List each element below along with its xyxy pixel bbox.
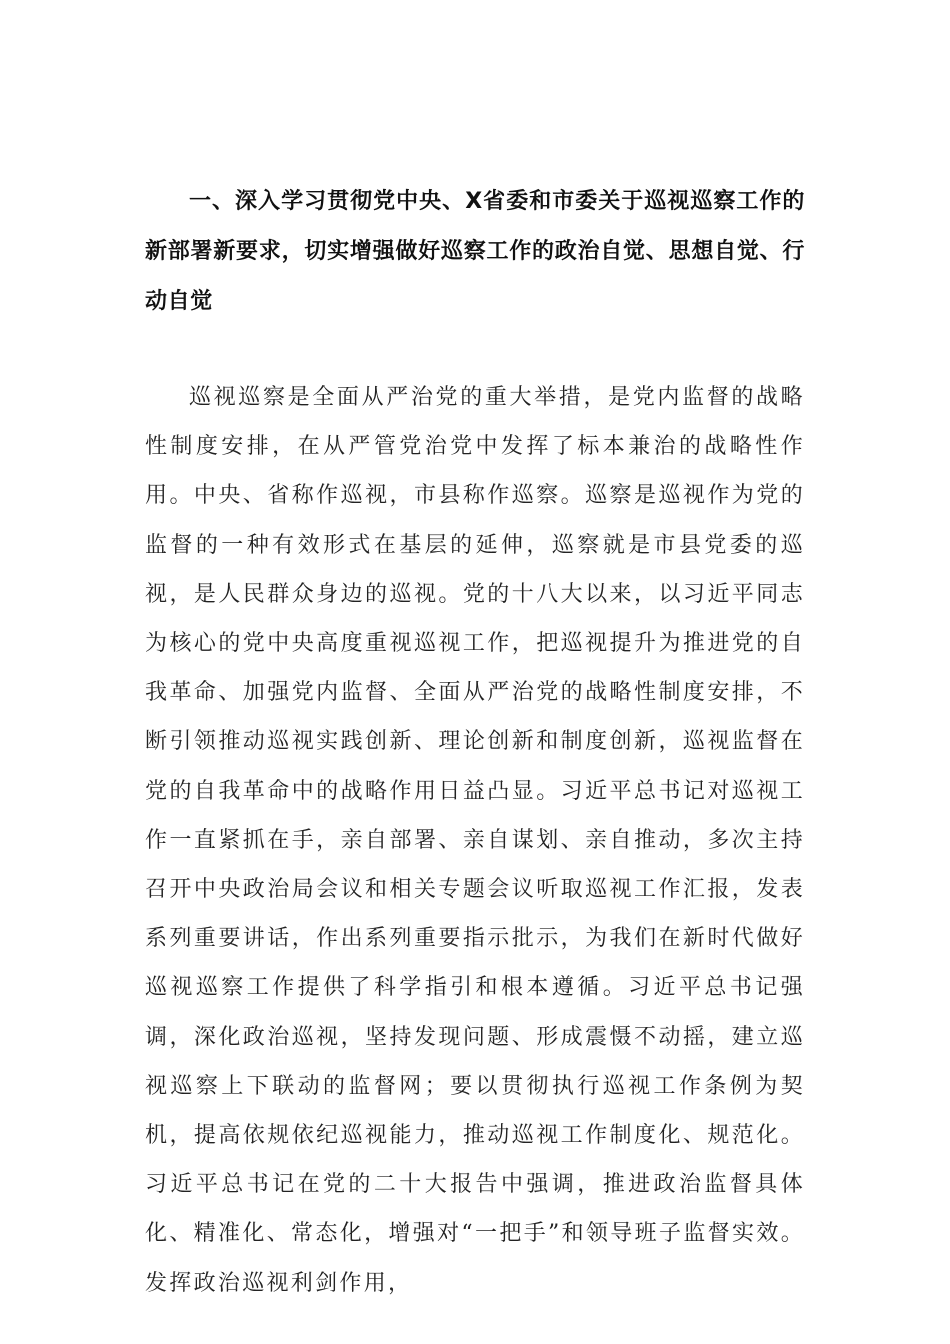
body-paragraph: 巡视巡察是全面从严治党的重大举措，是党内监督的战略性制度安排，在从严管党治党中发挥了标本兼治的战略性作用。中央、省称作巡视，市县称作巡察。巡察是巡视作为党的监督的一种有效形式在基层的延伸，巡察就是市县党委的巡视，是人民群众身边的巡视。党的十八大以来，以习近平同志为核心的党中央高度重视巡视工作，把巡视提升为推进党的自我革命、加强党内监督、全面从严治党的战略性制度安排，不断引领推动巡视实践创新、理论创新和制度创新，巡视监督在党的自我革命中的战略作用日益凸显。习近平总书记对巡视工作一直紧抓在手，亲自部署、亲自谋划、亲自推动，多次主持召开中央政治局会议和相关专题会议听取巡视工作汇报，发表系列重要讲话，作出系列重要指示批示，为我们在新时代做好巡视巡察工作提供了科学指引和根本遵循。习近平总书记强调，深化政治巡视，坚持发现问题、形成震慑不动摇，建立巡视巡察上下联动的监督网；要以贯彻执行巡视工作条例为契机，提高依规依纪巡视能力，推动巡视工作制度化、规范化。习近平总书记在党的二十大报告中强调，推进政治监督具体化、精准化、常态化，增强对“一把手”和领导班子监督实效。发挥政治巡视利剑作用， [145,385,805,1296]
section-heading: 一、深入学习贯彻党中央、X省委和市委关于巡视巡察工作的新部署新要求，切实增强做好巡察工作的政治自觉、思想自觉、行动自觉 [145,189,805,314]
